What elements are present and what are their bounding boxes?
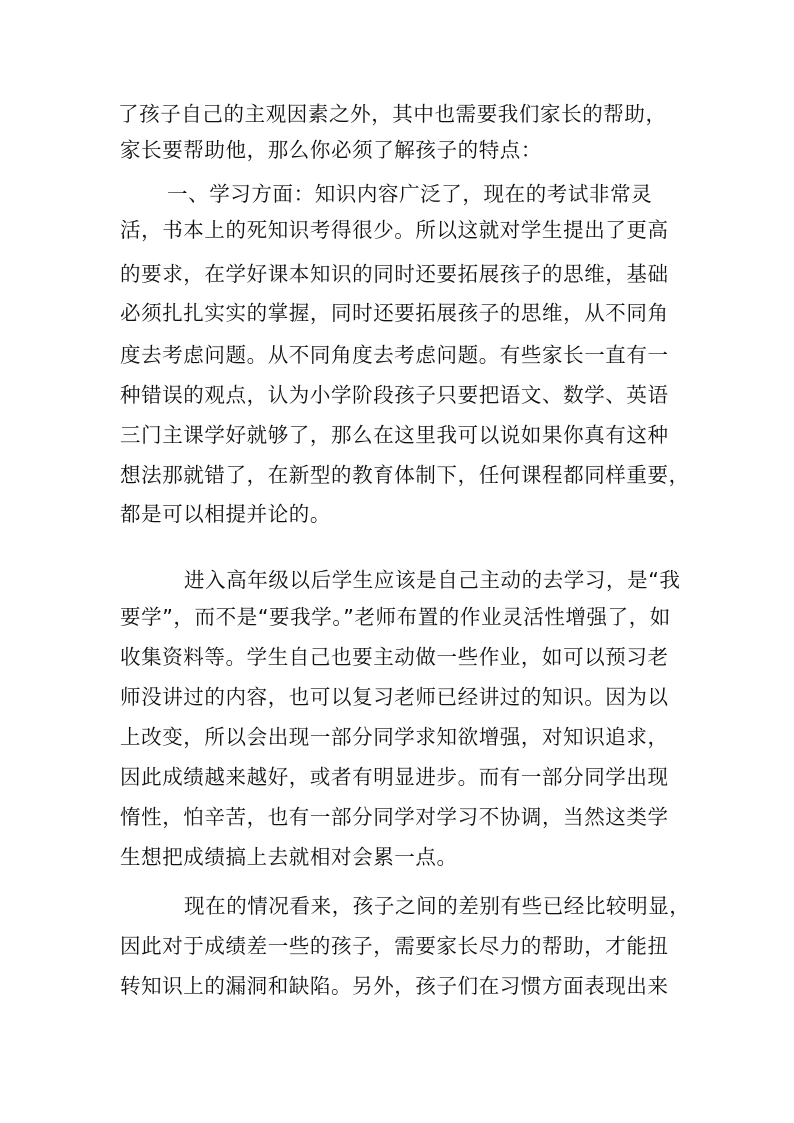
text-line: 家长要帮助他，那么你必须了解孩子的特点： xyxy=(120,138,542,162)
text-line: 转知识上的漏洞和缺陷。另外，孩子们在习惯方面表现出来 xyxy=(120,974,669,998)
text-line: 一、学习方面：知识内容广泛了，现在的考试非常灵 xyxy=(167,182,653,206)
text-line: 进入高年级以后学生应该是自己主动的去学习，是“我 xyxy=(184,568,681,592)
text-line: 上改变，所以会出现一部分同学求知欲增强，对知识追求， xyxy=(120,725,669,749)
text-line: 想法那就错了，在新型的教育体制下，任何课程都同样重要， xyxy=(120,463,690,487)
text-line: 因此成绩越来越好，或者有明显进步。而有一部分同学出现 xyxy=(120,765,669,789)
text-line: 师没讲过的内容，也可以复习老师已经讲过的知识。因为以 xyxy=(120,685,669,709)
text-line: 活，书本上的死知识考得很少。所以这就对学生提出了更高 xyxy=(120,218,669,242)
text-line: 种错误的观点，认为小学阶段孩子只要把语文、数学、英语 xyxy=(120,383,669,407)
text-line: 的要求，在学好课本知识的同时还要拓展孩子的思维，基础 xyxy=(120,262,669,286)
text-line: 度去考虑问题。从不同角度去考虑问题。有些家长一直有一 xyxy=(120,343,669,367)
text-line: 收集资料等。学生自己也要主动做一些作业，如可以预习老 xyxy=(120,645,669,669)
text-line: 必须扎扎实实的掌握，同时还要拓展孩子的思维，从不同角 xyxy=(120,301,669,325)
text-line: 生想把成绩搞上去就相对会累一点。 xyxy=(120,845,458,869)
text-line: 都是可以相提并论的。 xyxy=(120,502,331,526)
text-line: 了孩子自己的主观因素之外，其中也需要我们家长的帮助， xyxy=(118,102,667,126)
text-line: 三门主课学好就够了，那么在这里我可以说如果你真有这种 xyxy=(120,423,669,447)
text-line: 现在的情况看来，孩子之间的差别有些已经比较明显， xyxy=(184,894,691,918)
text-line: 因此对于成绩差一些的孩子，需要家长尽力的帮助，才能扭 xyxy=(120,934,669,958)
text-line: 惰性，怕辛苦，也有一部分同学对学习不协调，当然这类学 xyxy=(120,805,669,829)
text-line: 要学”，而不是“要我学。”老师布置的作业灵活性增强了，如 xyxy=(120,605,671,629)
